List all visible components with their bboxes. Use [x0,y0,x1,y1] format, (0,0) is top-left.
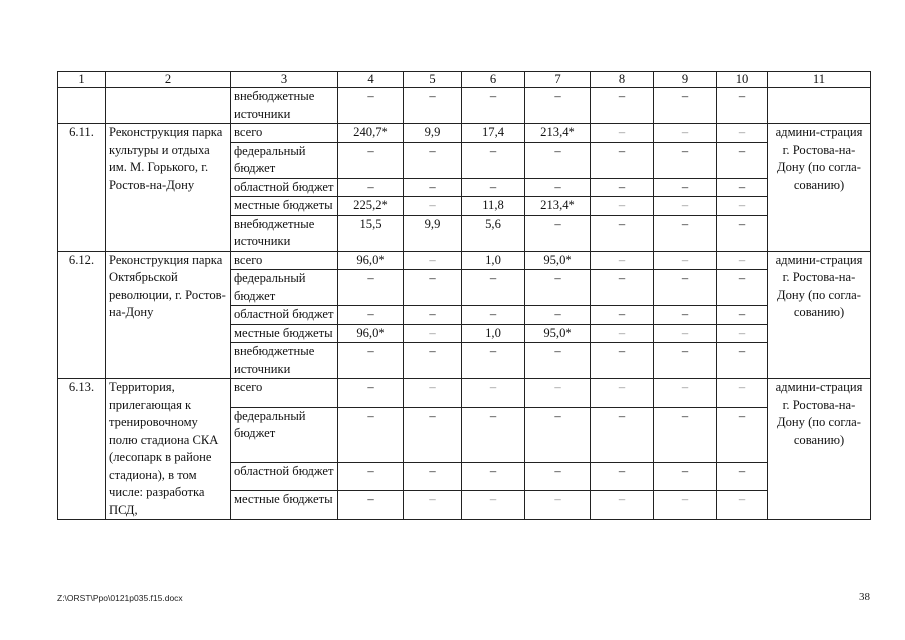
value-cell: – [654,343,717,379]
value-cell: – [591,306,654,325]
value-cell: 1,0 [462,324,525,343]
value-cell: – [404,306,462,325]
value-cell: – [404,178,462,197]
value-cell: – [654,462,717,491]
value-cell: – [338,178,404,197]
item-number-cell [58,88,106,124]
value-cell: – [404,88,462,124]
value-cell: – [717,251,768,270]
page-number: 38 [859,591,870,603]
value-cell: – [462,462,525,491]
value-cell: 95,0* [525,251,591,270]
value-cell: – [525,178,591,197]
value-cell: 225,2* [338,197,404,216]
value-cell: – [591,197,654,216]
value-cell: 213,4* [525,197,591,216]
budget-table [57,71,871,520]
table-row [58,251,871,270]
value-cell: – [717,88,768,124]
value-cell: – [462,407,525,462]
column-header: 6 [462,72,525,88]
value-cell: – [591,343,654,379]
value-cell: – [338,407,404,462]
column-header: 10 [717,72,768,88]
value-cell: – [338,306,404,325]
value-cell: – [591,142,654,178]
value-cell: – [591,88,654,124]
value-cell: – [338,142,404,178]
funding-source-cell: всего [231,251,338,270]
value-cell: – [338,88,404,124]
value-cell: 9,9 [404,215,462,251]
value-cell: – [654,270,717,306]
value-cell: 5,6 [462,215,525,251]
value-cell: 1,0 [462,251,525,270]
value-cell: – [404,379,462,408]
value-cell: – [654,88,717,124]
value-cell: – [591,270,654,306]
value-cell: – [591,324,654,343]
value-cell: – [591,215,654,251]
value-cell: – [654,124,717,143]
value-cell: – [591,491,654,520]
value-cell: – [525,142,591,178]
value-cell: – [717,215,768,251]
value-cell: – [338,270,404,306]
value-cell: 240,7* [338,124,404,143]
funding-source-cell: федеральный бюджет [231,142,338,178]
responsible-cell: админи-страция г. Ростова-на-Дону (по согла-сованию) [768,124,871,252]
value-cell: – [591,407,654,462]
value-cell: – [654,379,717,408]
value-cell: – [591,178,654,197]
funding-source-cell: всего [231,124,338,143]
column-header: 2 [106,72,231,88]
value-cell: – [404,251,462,270]
column-header: 9 [654,72,717,88]
table-row [58,124,871,143]
value-cell: – [654,324,717,343]
value-cell: – [462,178,525,197]
funding-source-cell: местные бюджеты [231,324,338,343]
responsible-cell: админи-страция г. Ростова-на-Дону (по согла-сованию) [768,379,871,520]
value-cell: – [717,343,768,379]
responsible-cell: админи-страция г. Ростова-на-Дону (по согла-сованию) [768,251,871,379]
item-name-cell: Реконструкция парка Октябрьской революции, г. Ростов-на-Дону [106,251,231,379]
value-cell: – [404,462,462,491]
funding-source-cell: федеральный бюджет [231,270,338,306]
funding-source-cell: всего [231,379,338,408]
value-cell: 15,5 [338,215,404,251]
value-cell: – [525,215,591,251]
value-cell: 213,4* [525,124,591,143]
value-cell: – [654,491,717,520]
value-cell: – [654,197,717,216]
value-cell: – [717,407,768,462]
item-number-cell: 6.13. [58,379,106,520]
value-cell: – [462,491,525,520]
value-cell: – [654,178,717,197]
value-cell: – [654,215,717,251]
value-cell: – [338,379,404,408]
value-cell: – [591,251,654,270]
column-header: 3 [231,72,338,88]
value-cell: – [462,343,525,379]
table-row [58,379,871,408]
responsible-cell [768,88,871,124]
value-cell: 17,4 [462,124,525,143]
value-cell: – [717,124,768,143]
funding-source-cell: областной бюджет [231,306,338,325]
value-cell: – [338,491,404,520]
value-cell: – [717,324,768,343]
value-cell: – [338,462,404,491]
table-row [58,88,871,124]
value-cell: – [525,88,591,124]
value-cell: – [462,270,525,306]
value-cell: – [654,407,717,462]
column-header: 5 [404,72,462,88]
value-cell: – [462,88,525,124]
value-cell: – [462,306,525,325]
column-header: 11 [768,72,871,88]
item-name-cell: Реконструкция парка культуры и отдыха им. М. Горького, г. Ростов-на-Дону [106,124,231,252]
funding-source-cell: внебюджетные источники [231,88,338,124]
value-cell: – [525,306,591,325]
value-cell: – [404,343,462,379]
value-cell: – [717,379,768,408]
value-cell: – [591,462,654,491]
value-cell: 9,9 [404,124,462,143]
column-header: 1 [58,72,106,88]
funding-source-cell: внебюджетные источники [231,343,338,379]
value-cell: – [717,491,768,520]
item-name-cell [106,88,231,124]
funding-source-cell: областной бюджет [231,462,338,491]
value-cell: – [525,407,591,462]
column-header: 8 [591,72,654,88]
funding-source-cell: внебюджетные источники [231,215,338,251]
value-cell: – [654,306,717,325]
funding-source-cell: областной бюджет [231,178,338,197]
value-cell: – [717,197,768,216]
funding-source-cell: местные бюджеты [231,197,338,216]
value-cell: – [525,491,591,520]
column-header: 7 [525,72,591,88]
funding-source-cell: федеральный бюджет [231,407,338,462]
value-cell: 95,0* [525,324,591,343]
value-cell: – [654,251,717,270]
footer-file-path: Z:\ORST\Ppo\0121p035.f15.docx [57,593,183,603]
value-cell: – [717,462,768,491]
value-cell: 96,0* [338,251,404,270]
value-cell: – [404,142,462,178]
item-number-cell: 6.12. [58,251,106,379]
value-cell: – [525,462,591,491]
value-cell: – [462,142,525,178]
value-cell: – [404,197,462,216]
value-cell: – [462,379,525,408]
value-cell: 96,0* [338,324,404,343]
value-cell: – [717,142,768,178]
value-cell: – [717,270,768,306]
value-cell: – [591,124,654,143]
column-header: 4 [338,72,404,88]
value-cell: – [717,306,768,325]
value-cell: – [525,343,591,379]
value-cell: – [404,491,462,520]
value-cell: – [404,324,462,343]
value-cell: – [717,178,768,197]
funding-source-cell: местные бюджеты [231,491,338,520]
header-row [58,72,871,88]
item-name-cell: Территория, прилегающая к тренировочному полю стадиона СКА (лесопарк в районе стадиона), в том числе: разработка ПСД, [106,379,231,520]
item-number-cell: 6.11. [58,124,106,252]
value-cell: – [404,407,462,462]
value-cell: – [404,270,462,306]
value-cell: – [525,379,591,408]
value-cell: 11,8 [462,197,525,216]
value-cell: – [591,379,654,408]
value-cell: – [654,142,717,178]
value-cell: – [525,270,591,306]
value-cell: – [338,343,404,379]
